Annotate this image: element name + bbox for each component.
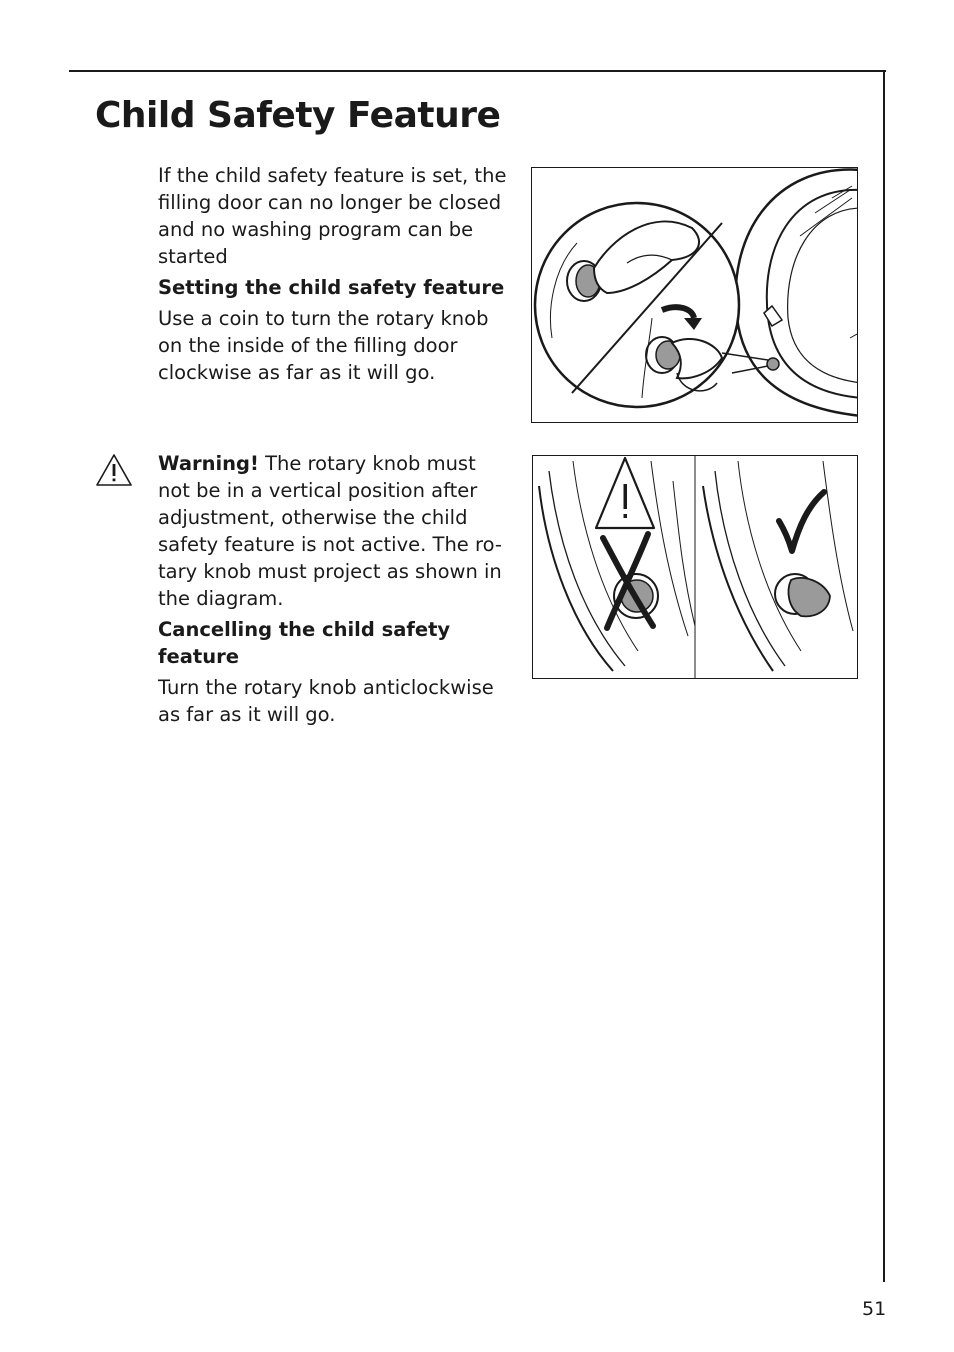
door-knob-coin-illustration — [531, 167, 858, 423]
setting-paragraph: Use a coin to turn the rotary knob on the inside of the filling door clockwise as far as it will go. — [158, 307, 489, 384]
cancelling-paragraph: Turn the rotary knob anticlockwise as far as it will go. — [158, 676, 494, 726]
warning-text: The rotary knob must not be in a vertical position after adjustment, otherwise the child safety feature is not active. The ro-tary knob must project as shown in the diagram. — [158, 452, 502, 610]
warning-section — [158, 450, 508, 732]
side-rule — [883, 70, 885, 1282]
intro-paragraph: If the child safety feature is set, the filling door can no longer be closed and no washing program can be started — [158, 164, 507, 268]
knob-position-diagram — [532, 455, 858, 679]
page-number: 51 — [862, 1298, 887, 1320]
warning-paragraph — [158, 450, 508, 612]
incorrect-vertical-knob-icon — [539, 458, 695, 671]
top-rule — [69, 70, 886, 72]
setting-section — [158, 162, 508, 390]
page-title: Child Safety Feature — [95, 95, 501, 136]
correct-projecting-knob-icon — [703, 461, 853, 671]
warning-triangle-icon — [95, 453, 133, 487]
warning-label: Warning! — [158, 452, 259, 475]
setting-heading: Setting the child safety feature — [158, 276, 505, 299]
cancelling-heading: Cancelling the child safety feature — [158, 618, 451, 668]
